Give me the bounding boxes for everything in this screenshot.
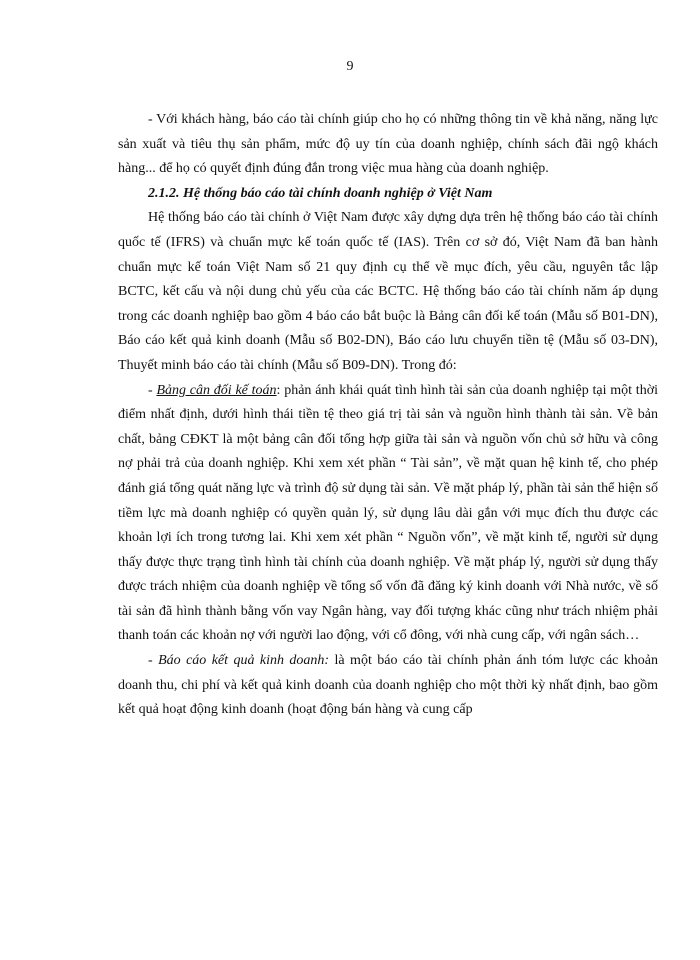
balance-sheet-dash: - [148, 382, 157, 398]
income-statement-text: là một báo cáo tài chính phản ánh tóm lược các khoản doanh thu, chi phí và kết quả kinh doanh của doanh nghiệp cho một thời kỳ nhất định, bao gồm kết quả hoạt động kinh doanh (hoạt động bán hàng và cung cấp [118, 653, 659, 718]
balance-sheet-text: : phản ánh khái quát tình hình tài sản của doanh nghiệp tại một thời điểm nhất định, dưới hình thái tiền tệ theo giá trị tài sản và nguồn hình thành tài sản. Về bản chất, bảng CĐKT là một bảng cân đối tổng hợp giữa tài sản và nguồn vốn chủ sở hữu và công nợ phải trả của doanh nghiệp. Khi xem xét phần “ Tài sản”, về mặt quan hệ kinh tế, cho phép đánh giá tổng quát năng lực và trình độ sử dụng tài sản. Về mặt pháp lý, phần tài sản thể hiện số tiềm lực mà doanh nghiệp có quyền quản lý, sử dụng lâu dài gắn với mục đích thu được các khoản lợi ích trong tương lai. Khi xem xét phần “ Nguồn vốn”, về mặt kinh tế, người sử dụng thấy được thực trạng tình hình tài chính của doanh nghiệp. Về mặt pháp lý, người sử dụng thấy được trách nhiệm của doanh nghiệp về tổng số vốn đã đăng ký kinh doanh với Nhà nước, về số tài sản đã hình thành bằng vốn vay Ngân hàng, vay đối tượng khác cũng như trách nhiệm phải thanh toán các khoản nợ với người lao động, với cổ đông, với nhà cung cấp, với ngân sách… [118, 382, 658, 644]
section-heading: 2.1.2. Hệ thống báo cáo tài chính doanh nghiệp ở Việt Nam [148, 185, 493, 201]
paragraph-system: Hệ thống báo cáo tài chính ở Việt Nam được xây dựng dựa trên hệ thống báo cáo tài chính quốc tế (IFRS) và chuẩn mực kế toán quốc tế (IAS). Trên cơ sở đó, Việt Nam đã ban hành chuẩn mực kế toán Việt Nam số 21 quy định cụ thể về mục đích, yêu cầu, nguyên tắc lập BCTC, kết cấu và nội dung chủ yếu của các BCTC. Hệ thống báo cáo tài chính năm áp dụng trong các doanh nghiệp bao gồm 4 báo cáo bắt buộc là Bảng cân đối kế toán (Mẫu số B01-DN), Báo cáo kết quả kinh doanh (Mẫu số B02-DN), Báo cáo lưu chuyển tiền tệ (Mẫu số 03-DN), Thuyết minh báo cáo tài chính (Mẫu số B09-DN). Trong đó: [118, 210, 658, 373]
document-body [118, 108, 658, 723]
income-statement-term: - Báo cáo kết quả kinh doanh: [148, 653, 330, 669]
page-number: 9 [346, 59, 354, 74]
balance-sheet-term: Bảng cân đối kế toán [156, 382, 277, 398]
paragraph-customers: - Với khách hàng, báo cáo tài chính giúp cho họ có những thông tin về khả năng, năng lực sản xuất và tiêu thụ sản phẩm, mức độ uy tín của doanh nghiệp, chính sách đãi ngộ khách hàng... để họ có quyết định đúng đắn trong việc mua hàng của doanh nghiệp. [118, 112, 658, 177]
paragraph-income-statement [118, 649, 658, 723]
paragraph-balance-sheet [118, 379, 658, 650]
